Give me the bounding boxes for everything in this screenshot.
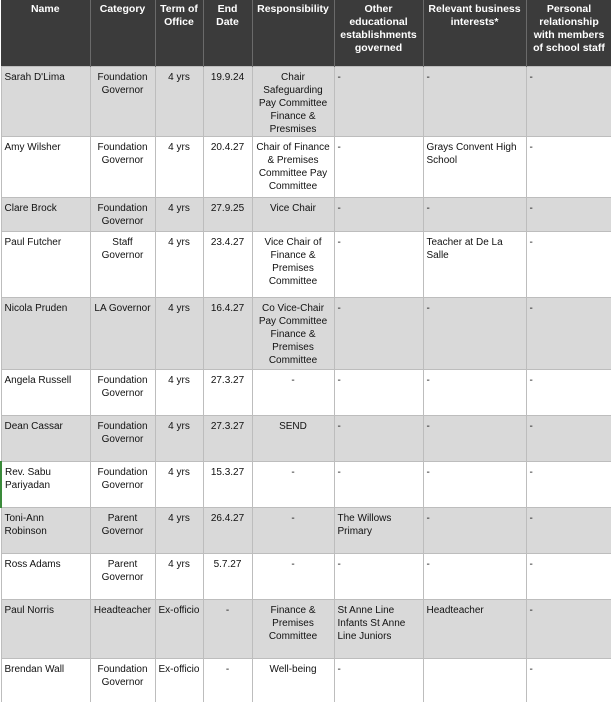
cell-category: Foundation Governor — [90, 461, 155, 507]
cell-relationship: - — [526, 461, 611, 507]
cell-relationship: - — [526, 507, 611, 553]
cell-responsibility: - — [252, 461, 334, 507]
header-personal-relationship: Personal relationship with members of school staff — [526, 0, 611, 66]
table-row — [1, 658, 611, 702]
cell-responsibility: Chair of Finance & Premises Committee Pay Committee — [252, 136, 334, 197]
cell-responsibility: Vice Chair of Finance & Premises Committee — [252, 231, 334, 297]
cell-term: 4 yrs — [155, 136, 203, 197]
cell-category: Foundation Governor — [90, 369, 155, 415]
cell-end-date: - — [203, 599, 252, 658]
cell-relationship: - — [526, 66, 611, 136]
cell-category: Foundation Governor — [90, 197, 155, 231]
cell-responsibility: Finance & Premises Committee — [252, 599, 334, 658]
cell-term: 4 yrs — [155, 461, 203, 507]
cell-category: Foundation Governor — [90, 136, 155, 197]
cell-name: Toni-Ann Robinson — [1, 507, 90, 553]
cell-name: Dean Cassar — [1, 415, 90, 461]
cell-other: - — [334, 658, 423, 702]
cell-name: Amy Wilsher — [1, 136, 90, 197]
cell-end-date: 16.4.27 — [203, 297, 252, 369]
cell-name: Nicola Pruden — [1, 297, 90, 369]
cell-other: - — [334, 553, 423, 599]
cell-relationship: - — [526, 599, 611, 658]
cell-category: LA Governor — [90, 297, 155, 369]
cell-relationship: - — [526, 415, 611, 461]
cell-term: 4 yrs — [155, 553, 203, 599]
cell-term: Ex-officio — [155, 599, 203, 658]
header-name: Name — [1, 0, 90, 66]
cell-name: Paul Futcher — [1, 231, 90, 297]
header-row — [1, 0, 611, 66]
table-row — [1, 369, 611, 415]
cell-relationship: - — [526, 231, 611, 297]
cell-business: Teacher at De La Salle — [423, 231, 526, 297]
cell-name: Paul Norris — [1, 599, 90, 658]
cell-term: 4 yrs — [155, 231, 203, 297]
cell-category: Staff Governor — [90, 231, 155, 297]
cell-relationship: - — [526, 197, 611, 231]
cell-relationship: - — [526, 658, 611, 702]
cell-other: - — [334, 231, 423, 297]
cell-business — [423, 658, 526, 702]
cell-responsibility: - — [252, 369, 334, 415]
table-row — [1, 461, 611, 507]
table-row — [1, 297, 611, 369]
cell-other: St Anne Line Infants St Anne Line Juniors — [334, 599, 423, 658]
table-header — [1, 0, 611, 66]
cell-other: - — [334, 197, 423, 231]
cell-other: - — [334, 369, 423, 415]
cell-responsibility: - — [252, 553, 334, 599]
cell-business: - — [423, 197, 526, 231]
table-row — [1, 553, 611, 599]
header-business-interests: Relevant business interests* — [423, 0, 526, 66]
cell-term: Ex-officio — [155, 658, 203, 702]
header-other-establishments: Other educational establishments governed — [334, 0, 423, 66]
cell-business: - — [423, 553, 526, 599]
cell-other: - — [334, 136, 423, 197]
cell-business: - — [423, 507, 526, 553]
cell-responsibility: Well-being — [252, 658, 334, 702]
table-row — [1, 197, 611, 231]
table-row — [1, 507, 611, 553]
cell-category: Parent Governor — [90, 553, 155, 599]
cell-term: 4 yrs — [155, 369, 203, 415]
cell-end-date: 20.4.27 — [203, 136, 252, 197]
header-category: Category — [90, 0, 155, 66]
cell-end-date: 19.9.24 — [203, 66, 252, 136]
cell-business: - — [423, 369, 526, 415]
header-responsibility: Responsibility — [252, 0, 334, 66]
cell-name: Clare Brock — [1, 197, 90, 231]
cell-relationship: - — [526, 297, 611, 369]
cell-term: 4 yrs — [155, 507, 203, 553]
cell-name: Brendan Wall — [1, 658, 90, 702]
table-row — [1, 66, 611, 136]
cell-business: - — [423, 66, 526, 136]
table-row — [1, 231, 611, 297]
table-row — [1, 415, 611, 461]
cell-other: - — [334, 297, 423, 369]
cell-business: Headteacher — [423, 599, 526, 658]
cell-category: Foundation Governor — [90, 66, 155, 136]
cell-responsibility: Chair Safeguarding Pay Committee Finance & Presmises — [252, 66, 334, 136]
cell-name: Angela Russell — [1, 369, 90, 415]
cell-relationship: - — [526, 136, 611, 197]
cell-responsibility: Co Vice-Chair Pay Committee Finance & Premises Committee — [252, 297, 334, 369]
cell-business: Grays Convent High School — [423, 136, 526, 197]
cell-term: 4 yrs — [155, 297, 203, 369]
cell-other: - — [334, 66, 423, 136]
cell-other: The Willows Primary — [334, 507, 423, 553]
cell-end-date: 27.3.27 — [203, 369, 252, 415]
cell-term: 4 yrs — [155, 66, 203, 136]
table-body — [1, 66, 611, 702]
cell-other: - — [334, 415, 423, 461]
cell-business: - — [423, 415, 526, 461]
cell-responsibility: Vice Chair — [252, 197, 334, 231]
cell-end-date: 23.4.27 — [203, 231, 252, 297]
table-row — [1, 136, 611, 197]
cell-term: 4 yrs — [155, 415, 203, 461]
cell-end-date: - — [203, 658, 252, 702]
cell-business: - — [423, 297, 526, 369]
cell-name: Sarah D'Lima — [1, 66, 90, 136]
cell-end-date: 27.3.27 — [203, 415, 252, 461]
cell-relationship: - — [526, 369, 611, 415]
cell-category: Parent Governor — [90, 507, 155, 553]
cell-name: Ross Adams — [1, 553, 90, 599]
cell-term: 4 yrs — [155, 197, 203, 231]
cell-name: Rev. Sabu Pariyadan — [1, 461, 90, 507]
cell-responsibility: SEND — [252, 415, 334, 461]
header-term: Term of Office — [155, 0, 203, 66]
cell-responsibility: - — [252, 507, 334, 553]
cell-end-date: 15.3.27 — [203, 461, 252, 507]
header-end-date: End Date — [203, 0, 252, 66]
table-row — [1, 599, 611, 658]
cell-category: Headteacher — [90, 599, 155, 658]
cell-end-date: 27.9.25 — [203, 197, 252, 231]
cell-other: - — [334, 461, 423, 507]
cell-end-date: 5.7.27 — [203, 553, 252, 599]
cell-relationship: - — [526, 553, 611, 599]
cell-category: Foundation Governor — [90, 415, 155, 461]
cell-end-date: 26.4.27 — [203, 507, 252, 553]
cell-business: - — [423, 461, 526, 507]
cell-category: Foundation Governor — [90, 658, 155, 702]
